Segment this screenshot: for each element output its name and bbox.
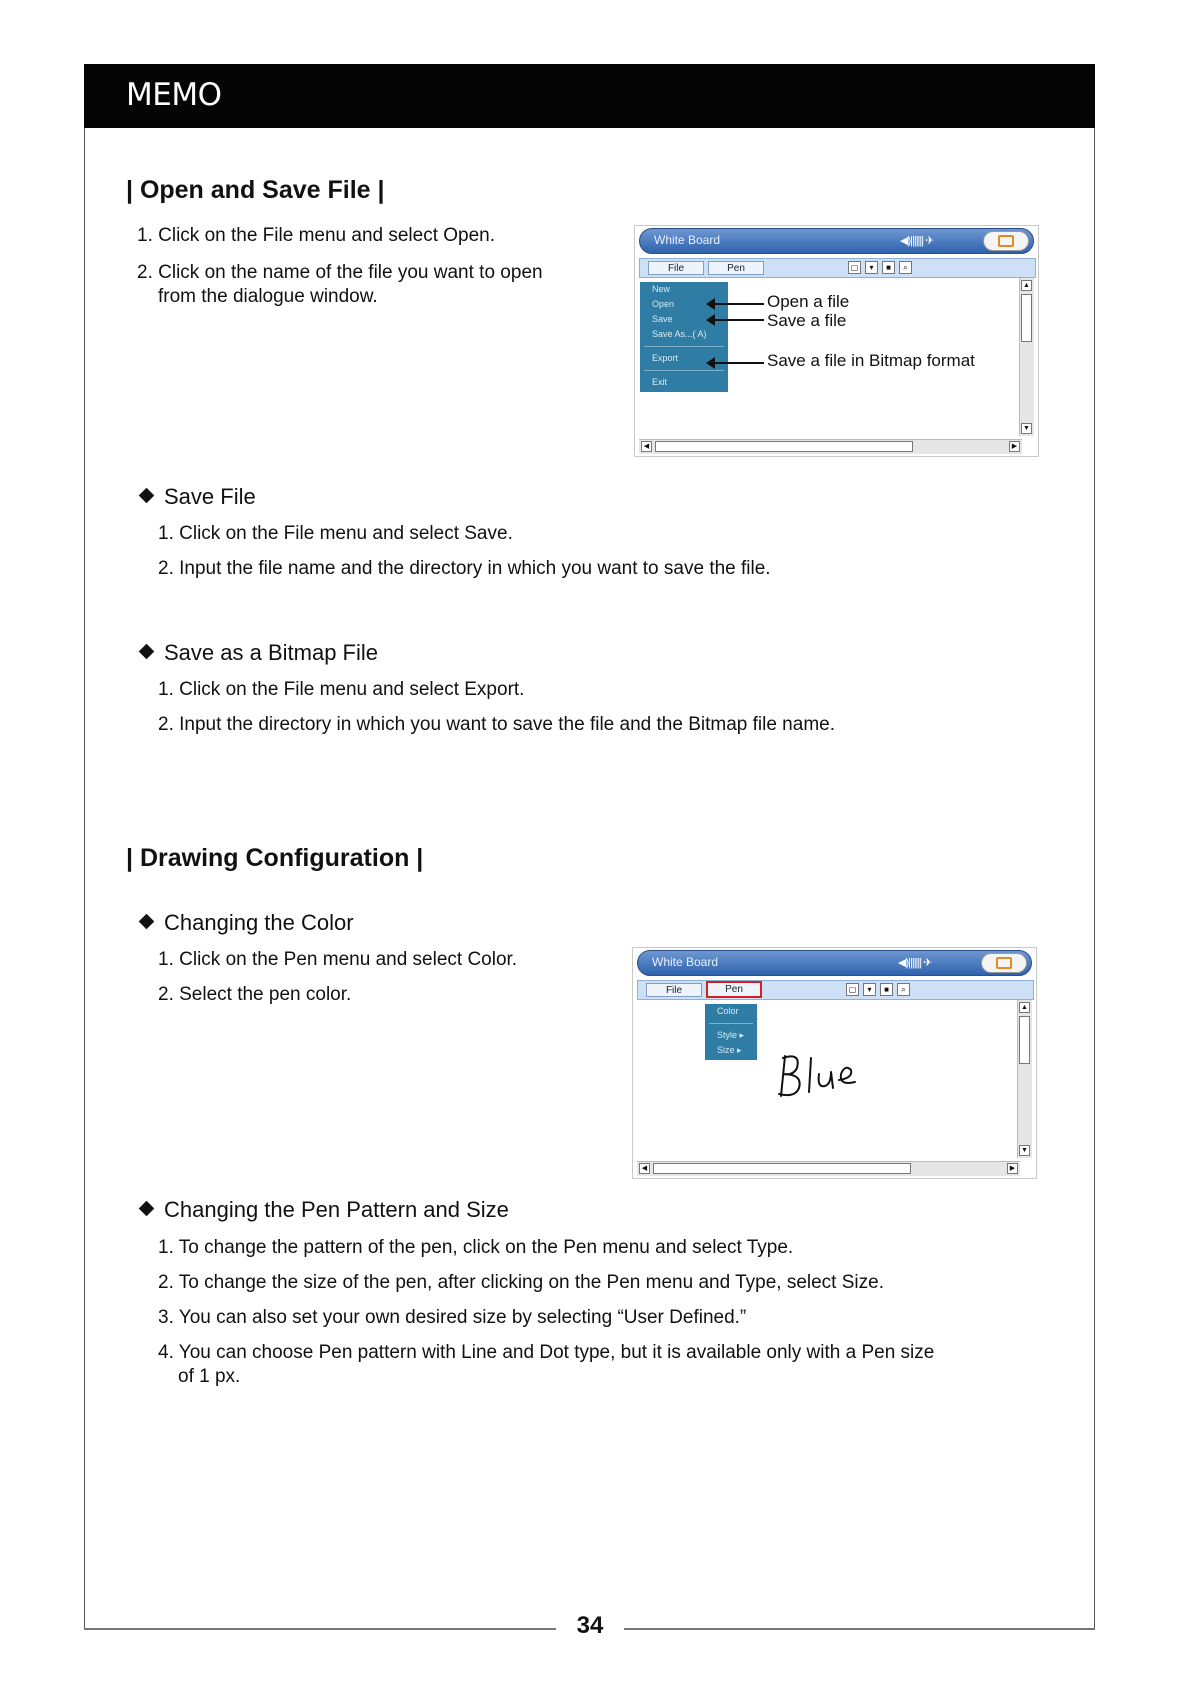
exit-button[interactable] [981,953,1027,973]
menu-separator [709,1023,753,1024]
exit-button[interactable] [983,231,1029,251]
callout-open: Open a file [767,292,850,311]
menu-pen[interactable]: Pen [708,261,764,275]
zoom-icon[interactable]: ⌕ [897,983,910,996]
change-color-heading-text: Changing the Color [164,910,354,935]
scroll-up-icon[interactable]: ▲ [1019,1002,1030,1013]
whiteboard-menubar [637,980,1034,1000]
callout-arrow-save [714,319,764,321]
handwriting-blue [771,1048,871,1108]
menu-separator [644,346,724,347]
scroll-left-icon[interactable]: ◀ [639,1163,650,1174]
header-bar [84,64,1095,128]
volume-icon: ◀)||||||| ✈ [898,957,932,969]
color-step-2: 2. Select the pen color. [158,984,352,1005]
whiteboard-menubar [639,258,1036,278]
diamond-bullet-icon [139,488,155,504]
save-file-heading-text: Save File [164,484,256,509]
file-menu-exit[interactable]: Exit [652,377,668,387]
exit-icon [996,957,1012,969]
whiteboard-titlebar [639,228,1034,254]
diamond-bullet-icon [139,914,155,930]
whiteboard-title: White Board [654,233,721,247]
file-menu-open[interactable]: Open [652,299,675,309]
header-title: MEMO [126,77,222,113]
menu-file[interactable]: File [648,261,704,275]
scroll-up-icon[interactable]: ▲ [1021,280,1032,291]
scroll-left-icon[interactable]: ◀ [641,441,652,452]
callout-arrow-export [714,362,764,364]
pen-step-2: 2. To change the size of the pen, after clicking on the Pen menu and Type, select Size. [158,1272,884,1293]
pen-menu-size[interactable]: Size ▸ [717,1045,742,1055]
footer-rule-left [84,1628,556,1630]
whiteboard-screenshot-file [634,225,1039,457]
vertical-scrollbar[interactable] [1019,278,1034,436]
open-step-2-cont: from the dialogue window. [158,286,378,307]
sub-heading-pen-pattern [141,1197,509,1223]
section-heading-drawing: | Drawing Configuration | [126,844,424,872]
open-step-2: 2. Click on the name of the file you want to open [137,262,543,283]
pen-step-1: 1. To change the pattern of the pen, click on the Pen menu and select Type. [158,1237,794,1258]
pen-menu-style[interactable]: Style ▸ [717,1030,745,1040]
scroll-thumb[interactable] [653,1163,911,1174]
file-menu-save[interactable]: Save [652,314,673,324]
bitmap-step-1: 1. Click on the File menu and select Export. [158,679,525,700]
save-step-2: 2. Input the file name and the directory in which you want to save the file. [158,558,771,579]
whiteboard-screenshot-pen [632,947,1037,1179]
zoom-icon[interactable]: ⌕ [899,261,912,274]
pen-dropdown-menu [705,1004,757,1060]
volume-icon: ◀)||||||| ✈ [900,235,934,247]
stop-icon[interactable]: ■ [882,261,895,274]
open-step-1: 1. Click on the File menu and select Open. [137,225,496,246]
menu-separator [644,370,724,371]
menu-file[interactable]: File [646,983,702,997]
sub-heading-save-file [141,484,256,510]
download-icon[interactable]: ▾ [863,983,876,996]
callout-arrow-open [714,303,764,305]
page-number: 34 [576,1612,604,1639]
callout-export: Save a file in Bitmap format [767,351,975,370]
whiteboard-title: White Board [652,955,719,969]
scroll-thumb[interactable] [655,441,913,452]
file-menu-new[interactable]: New [652,284,671,294]
exit-icon [998,235,1014,247]
scroll-down-icon[interactable]: ▼ [1021,423,1032,434]
color-step-1: 1. Click on the Pen menu and select Color. [158,949,518,970]
new-page-icon[interactable]: ▢ [846,983,859,996]
file-menu-export[interactable]: Export [652,353,679,363]
download-icon[interactable]: ▾ [865,261,878,274]
horizontal-scrollbar[interactable] [637,1161,1020,1176]
footer-rule-right [624,1628,1095,1630]
callout-save: Save a file [767,311,847,330]
pen-step-3: 3. You can also set your own desired size by selecting “User Defined.” [158,1307,747,1328]
menu-pen-highlighted[interactable]: Pen [706,981,762,998]
vertical-scrollbar[interactable] [1017,1000,1032,1158]
sub-heading-save-bitmap [141,640,378,666]
new-page-icon[interactable]: ▢ [848,261,861,274]
scroll-right-icon[interactable]: ▶ [1009,441,1020,452]
save-bitmap-heading-text: Save as a Bitmap File [164,640,378,665]
diamond-bullet-icon [139,644,155,660]
file-menu-save-as[interactable]: Save As...( A) [652,329,707,339]
scroll-right-icon[interactable]: ▶ [1007,1163,1018,1174]
save-step-1: 1. Click on the File menu and select Save. [158,523,513,544]
pen-menu-color[interactable]: Color [717,1006,739,1016]
pen-step-4: 4. You can choose Pen pattern with Line and Dot type, but it is available only with a Pen size [158,1342,935,1363]
diamond-bullet-icon [139,1201,155,1217]
scroll-thumb[interactable] [1019,1016,1030,1064]
scroll-thumb[interactable] [1021,294,1032,342]
scroll-down-icon[interactable]: ▼ [1019,1145,1030,1156]
whiteboard-titlebar [637,950,1032,976]
pen-pattern-heading-text: Changing the Pen Pattern and Size [164,1197,509,1222]
stop-icon[interactable]: ■ [880,983,893,996]
horizontal-scrollbar[interactable] [639,439,1022,454]
sub-heading-change-color [141,910,354,936]
section-heading-open-save: | Open and Save File | [126,176,385,204]
bitmap-step-2: 2. Input the directory in which you want to save the file and the Bitmap file name. [158,714,835,735]
pen-step-4-cont: of 1 px. [178,1366,241,1387]
